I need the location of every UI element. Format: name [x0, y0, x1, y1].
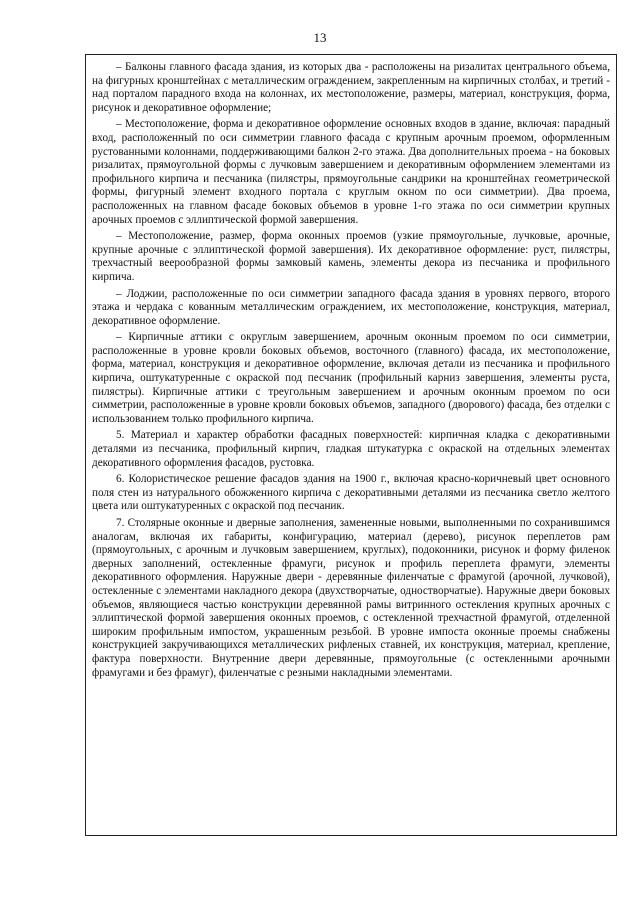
- paragraph-attics: – Кирпичные аттики с округлым завершением, арочным оконным проемом по оси симметрии, расположенные в уровне кровли боковых объемов, восточного (главного) фасада, их местоположение, форма, материал, конструкция и декоративное оформление, включая детали из песчаника и профильного кирпича, оштукатуренные с окраской под песчаник (профильный карниз завершения, элементы руста, пилястры). Кирпичные аттики с треугольным завершением и арочным оконным проемом по оси симметрии, расположенные в уровне кровли боковых объемов, западного (дворового) фасада, без отделки с использованием только профильного кирпича.: [92, 331, 610, 425]
- paragraph-facade-materials: 5. Материал и характер обработки фасадных поверхностей: кирпичная кладка с декоративными деталями из песчаника, профильный кирпич, гладкая штукатурка с окраской на отдельных элементах декоративного оформления фасадов, рустовка.: [92, 429, 610, 469]
- document-frame: [85, 54, 617, 836]
- paragraph-color-scheme: 6. Колористическое решение фасадов здания на 1900 г., включая красно-коричневый цвет основного поля стен из натурального обожженного кирпича с декоративными деталями из песчаника светло желтого цвета или оштукатуренных с окраской под песчаник.: [92, 473, 610, 513]
- page-number: 13: [313, 30, 327, 45]
- paragraph-loggias: – Лоджии, расположенные по оси симметрии западного фасада здания в уровнях первого, второго этажа и чердака с кованным металлическим ограждением, их местоположение, конструкция, материал, декоративное оформление.: [92, 287, 610, 327]
- paragraph-joinery: 7. Столярные оконные и дверные заполнения, замененные новыми, выполненными по сохранившимся аналогам, включая их габариты, конфигурацию, материал (дерево), рисунок переплетов рам (прямоугольных, с арочным и лучковым завершением, круглых), подоконники, рисунок и форму филенок дверных заполнений, остекленные фрамуги, рисунок и профиль переплета фрамуги, элементы декоративного оформления. Наружные двери - деревянные филенчатые с фрамугой (арочной, лучковой), остекленные с элементами накладного декора (двухстворчатые, одностворчатые). Наружные двери боковых объемов, являющиеся частью конструкции деревянной рамы витринного остекления крупных арочных с эллиптической формой завершения оконных проемов, с остекленной трехчастной фрамугой, отделенной широким профильным импостом, украшенным резьбой. В уровне импоста оконные проемы снабжены конструкцией закручивающихся металлических рифленых ставней, их конструкция, материал, крепление, фактура поверхности. Внутренние двери деревянные, прямоугольные (с остекленными арочными фрамугами и без фрамуг), филенчатые с резными накладными элементами.: [92, 517, 610, 679]
- paragraph-balconies: – Балконы главного фасада здания, из которых два - расположены на ризалитах центрального объема, на фигурных кронштейнах с металлическим ограждением, закрепленным на кирпичных столбах, и третий - над порталом парадного входа на колоннах, их местоположение, размеры, материал, конструкция, форма, рисунок и декоративное оформление;: [92, 61, 610, 114]
- paragraph-window-openings: – Местоположение, размер, форма оконных проемов (узкие прямоугольные, лучковые, арочные, крупные арочные с эллиптической формой завершения). Их декоративное оформление: руст, пилястры, трехчастный веерообразной формы замковый камень, элементы декора из песчаника и профильного кирпича.: [92, 230, 610, 283]
- paragraph-entrances: – Местоположение, форма и декоративное оформление основных входов в здание, включая: парадный вход, расположенный по оси симметрии главного фасада с крупным арочным проемом, оформленным рустованными колоннами, поддерживающими балкон 2-го этажа. Два дополнительных проема - на боковых ризалитах, прямоугольной формы с лучковым завершением и декоративным оформлением элементами из профильного кирпича и песчаника (пилястры, прямоугольные сандрики на кронштейнах геометрической формы, фигурный элемент входного портала с круглым окном по оси симметрии). Два проема, расположенных на главном фасаде боковых объемов в уровне 1-го этажа по оси симметрии крупных арочных проемов с эллиптической формой завершения.: [92, 118, 610, 226]
